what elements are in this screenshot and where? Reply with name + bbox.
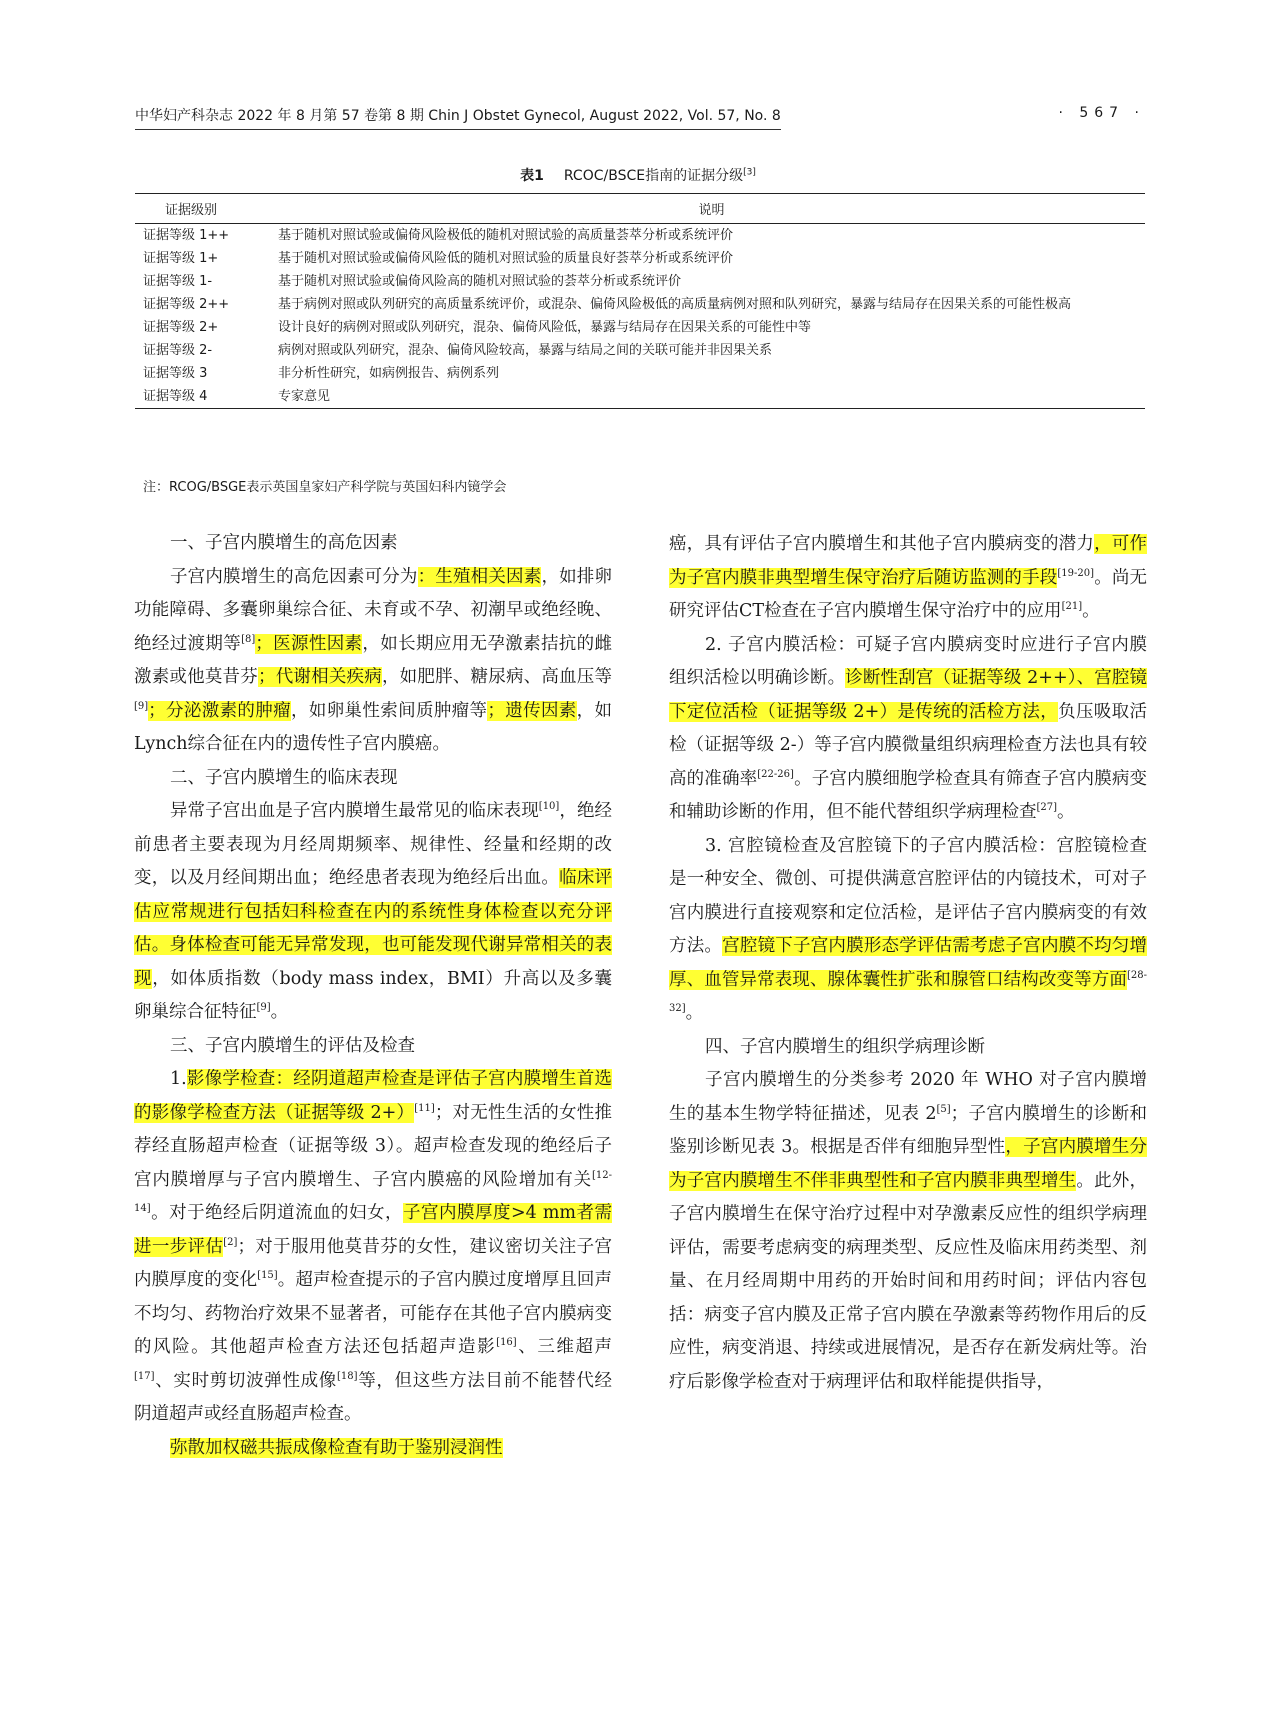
citation: [16] — [496, 1337, 517, 1349]
citation: [2] — [223, 1236, 238, 1248]
grade-cell: 证据等级 1+ — [143, 251, 219, 266]
text-span: ，如体质指数（body mass index，BMI）升高以及多囊卵巢综合征特征 — [134, 968, 612, 1022]
citation: [17] — [134, 1370, 155, 1382]
citation: [5] — [936, 1103, 951, 1115]
text-span: ，如长期应用无孕激素拮抗的雌激素或他莫昔芬 — [134, 633, 613, 687]
grade-cell: 证据等级 2+ — [143, 320, 219, 335]
paragraph-biopsy — [669, 629, 1147, 830]
text-span: ，绝经前患者主要表现为月经周期频率、规律性、经量和经期的改变，以及月经间期出血；绝经患者表现为绝经后出血。 — [134, 801, 613, 888]
section-heading-clinical-presentation: 二、子宫内膜增生的临床表现 — [170, 767, 398, 788]
table-row — [135, 270, 1145, 293]
description-cell: 基于随机对照试验或偏倚风险极低的随机对照试验的高质量荟萃分析或系统评价 — [278, 228, 734, 243]
column-header-level: 证据级别 — [165, 203, 218, 218]
description-cell: 专家意见 — [278, 389, 331, 404]
highlight: 子宫内膜厚度>4 mm者需进一步评估 — [134, 1203, 612, 1257]
column-header-description: 说明 — [698, 203, 725, 218]
text-span: 。 — [270, 1002, 289, 1022]
description-cell: 非分析性研究，如病例报告、病例系列 — [278, 366, 500, 381]
table-row — [135, 247, 1145, 270]
table-row — [135, 339, 1145, 362]
grade-cell: 证据等级 2++ — [143, 297, 230, 312]
grade-cell: 证据等级 2- — [143, 343, 213, 358]
citation: [9] — [256, 1002, 271, 1014]
highlight: 宫腔镜下子宫内膜形态学评估需考虑子宫内膜不均匀增厚、血管异常表现、腺体囊性扩张和腺管口结构改变等方面 — [669, 936, 1148, 990]
citation: [19-20] — [1057, 567, 1095, 579]
highlight: ，子宫内膜增生分为子宫内膜增生不伴非典型性和子宫内膜非典型增生 — [669, 1137, 1148, 1191]
highlight: 影像学检查：经阴道超声检查是评估子宫内膜增生首选的影像学检查方法（证据等级 2+） — [134, 1069, 612, 1123]
text-span: 。 — [1057, 802, 1075, 822]
description-cell: 基于随机对照试验或偏倚风险低的随机对照试验的质量良好荟萃分析或系统评价 — [278, 251, 734, 266]
paragraph-pathology — [669, 1064, 1147, 1399]
highlight: ；遗传因素 — [487, 700, 577, 721]
text-span: 。 — [1082, 601, 1100, 621]
table-row — [135, 293, 1145, 316]
text-span: 异常子宫出血是子宫内膜增生最常见的临床表现 — [170, 801, 539, 821]
citation: [9] — [134, 700, 149, 712]
highlight: ；分泌激素的肿瘤 — [148, 700, 291, 721]
text-span: 3. 宫腔镜检查及宫腔镜下的子宫内膜活检：宫腔镜检查是一种安全、微创、可提供满意宫腔评估的内镜技术，可对子宫内膜进行直接观察和定位活检，是评估子宫内膜病变的有效方法。 — [669, 835, 1147, 956]
paragraph-risk-factors — [134, 561, 612, 762]
text-span: 子宫内膜增生的分类参考 2020 年 WHO 对子宫内膜增生的基本生物学特征描述，见表 2 — [669, 1070, 1147, 1124]
text-span: 。对于绝经后阴道流血的妇女， — [150, 1203, 404, 1223]
paragraph-clinical-presentation — [134, 795, 612, 1030]
description-cell: 设计良好的病例对照或队列研究，混杂、偏倚风险低，暴露与结局存在因果关系的可能性中等 — [278, 320, 812, 335]
text-span: 、实时剪切波弹性成像 — [154, 1370, 337, 1391]
paragraph-imaging — [134, 1063, 612, 1432]
grade-cell: 证据等级 4 — [143, 389, 208, 404]
section-heading-risk-factors: 一、子宫内膜增生的高危因素 — [170, 533, 398, 553]
text-span: ，如肥胖、糖尿病、高血压等 — [381, 667, 613, 687]
text-span: 1. — [170, 1069, 187, 1089]
grade-cell: 证据等级 1- — [143, 274, 213, 289]
citation: [12-14] — [134, 1169, 612, 1215]
text-span: 。超声检查提示的子宫内膜过度增厚且回声不均匀、药物治疗效果不显著者，可能存在其他子宫内膜病变的风险。其他超声检查方法还包括超声造影 — [134, 1270, 613, 1357]
highlight: 弥散加权磁共振成像检查有助于鉴别浸润性 — [170, 1437, 503, 1458]
text-span: 。此外，子宫内膜增生在保守治疗过程中对孕激素反应性的组织学病理评估，需要考虑病变的病理类型、反应性及临床用药类型、剂量、在月经周期中用药的开始时间和用药时间；评估内容包括：病变子宫内膜及正常子宫内膜在孕激素等药物作用后的反应性，病变消退、持续或进展情况，是否存在新发病灶等。治疗后影像学检查对于病理评估和取样能提供指导， — [669, 1170, 1148, 1392]
citation: [11] — [414, 1102, 435, 1114]
table-row — [135, 362, 1145, 385]
citation: [21] — [1061, 601, 1083, 613]
highlight: ：生殖相关因素 — [417, 566, 542, 587]
grade-cell: 证据等级 1++ — [143, 228, 230, 243]
evidence-grade-table — [135, 193, 1145, 409]
section-heading-evaluation: 三、子宫内膜增生的评估及检查 — [170, 1035, 415, 1056]
table-row — [135, 316, 1145, 339]
table-header-row — [135, 194, 1145, 224]
text-span: 负压吸取活检（证据等级 2-）等子宫内膜微量组织病理检查方法也具有较高的准确率 — [669, 701, 1147, 789]
text-span: 等，但这些方法目前不能替代经阴道超声或经直肠超声检查。 — [134, 1370, 612, 1424]
citation: [15] — [257, 1270, 278, 1282]
paragraph-mri-continued — [669, 528, 1147, 629]
right-column — [669, 528, 1147, 1399]
journal-citation: 中华妇产科杂志 2022 年 8 月第 57 卷第 8 期 Chin J Obstet Gynecol, August 2022, Vol. 57, No. 8 — [135, 105, 781, 130]
text-span: 癌，具有评估子宫内膜增生和其他子宫内膜病变的潜力 — [669, 534, 1095, 554]
table-title-ref: [3] — [743, 167, 756, 178]
highlight: 诊断性刮宫（证据等级 2++）、宫腔镜下定位活检（证据等级 2+）是传统的活检方法， — [669, 668, 1148, 722]
description-cell: 病例对照或队列研究，混杂、偏倚风险较高，暴露与结局之间的关联可能并非因果关系 — [278, 343, 773, 358]
table-title: RCOC/BSCE指南的证据分级 — [563, 168, 744, 184]
highlight: ；代谢相关疾病 — [257, 667, 382, 687]
text-span: 、三维超声 — [516, 1337, 613, 1357]
text-span: 。尚无研究评估CT检查在子宫内膜增生保守治疗中的应用 — [669, 567, 1148, 621]
text-span: ，如Lynch综合征在内的遗传性子宫内膜癌。 — [134, 700, 613, 754]
citation: [8] — [241, 633, 256, 645]
page-number: · 567 · — [1058, 105, 1145, 121]
running-header — [135, 103, 1145, 127]
highlight: ，可作为子宫内膜非典型增生保守治疗后随访监测的手段 — [669, 534, 1148, 588]
table-note: 注：RCOG/BSGE表示英国皇家妇产科学院与英国妇科内镜学会 — [143, 480, 507, 495]
text-span: ；对无性生活的女性推荐经直肠超声检查（证据等级 3）。超声检查发现的绝经后子宫内膜增厚与子宫内膜增生、子宫内膜癌的风险增加有关 — [134, 1102, 613, 1190]
table-label: 表1 — [520, 168, 544, 184]
paragraph-mri — [134, 1432, 612, 1466]
citation: [10] — [538, 801, 560, 813]
text-span: 子宫内膜增生的高危因素可分为 — [170, 566, 418, 587]
highlight: 临床评估应常规进行包括妇科检查在内的系统性身体检查以充分评估。身体检查可能无异常发现，也可能发现代谢异常相关的表现 — [134, 868, 613, 989]
paragraph-hysteroscopy — [669, 830, 1147, 1031]
text-span: ；对于服用他莫昔芬的女性，建议密切关注子宫内膜厚度的变化 — [134, 1236, 612, 1290]
text-span: 。 — [685, 1003, 704, 1023]
citation: [22-26] — [757, 768, 794, 780]
highlight: ；医源性因素 — [255, 633, 363, 654]
description-cell: 基于病例对照或队列研究的高质量系统评价，或混杂、偏倚风险极低的高质量病例对照和队列研究，暴露与结局存在因果关系的可能性极高 — [278, 297, 1072, 312]
text-span: 2. 子宫内膜活检：可疑子宫内膜病变时应进行子宫内膜组织活检以明确诊断。 — [669, 634, 1147, 688]
description-cell: 基于随机对照试验或偏倚风险高的随机对照试验的荟萃分析或系统评价 — [278, 274, 682, 289]
table-row — [135, 385, 1145, 409]
table-caption — [0, 165, 1276, 185]
grade-cell: 证据等级 3 — [143, 366, 208, 381]
text-span: ；子宫内膜增生的诊断和鉴别诊断见表 3。根据是否伴有细胞异型性 — [669, 1103, 1148, 1157]
left-column — [134, 527, 612, 1465]
text-span: ，如卵巢性索间质肿瘤等 — [291, 700, 488, 721]
table-row — [135, 224, 1145, 248]
citation: [27] — [1036, 802, 1058, 814]
section-heading-pathology: 四、子宫内膜增生的组织学病理诊断 — [705, 1036, 985, 1057]
citation: [18] — [336, 1370, 358, 1382]
citation: [28-32] — [669, 969, 1147, 1015]
text-span: ，如排卵功能障碍、多囊卵巢综合征、未育或不孕、初潮早或绝经晚、绝经过渡期等 — [134, 566, 612, 654]
text-span: 。子宫内膜细胞学检查具有筛查子宫内膜病变和辅助诊断的作用，但不能代替组织学病理检查 — [669, 768, 1148, 822]
